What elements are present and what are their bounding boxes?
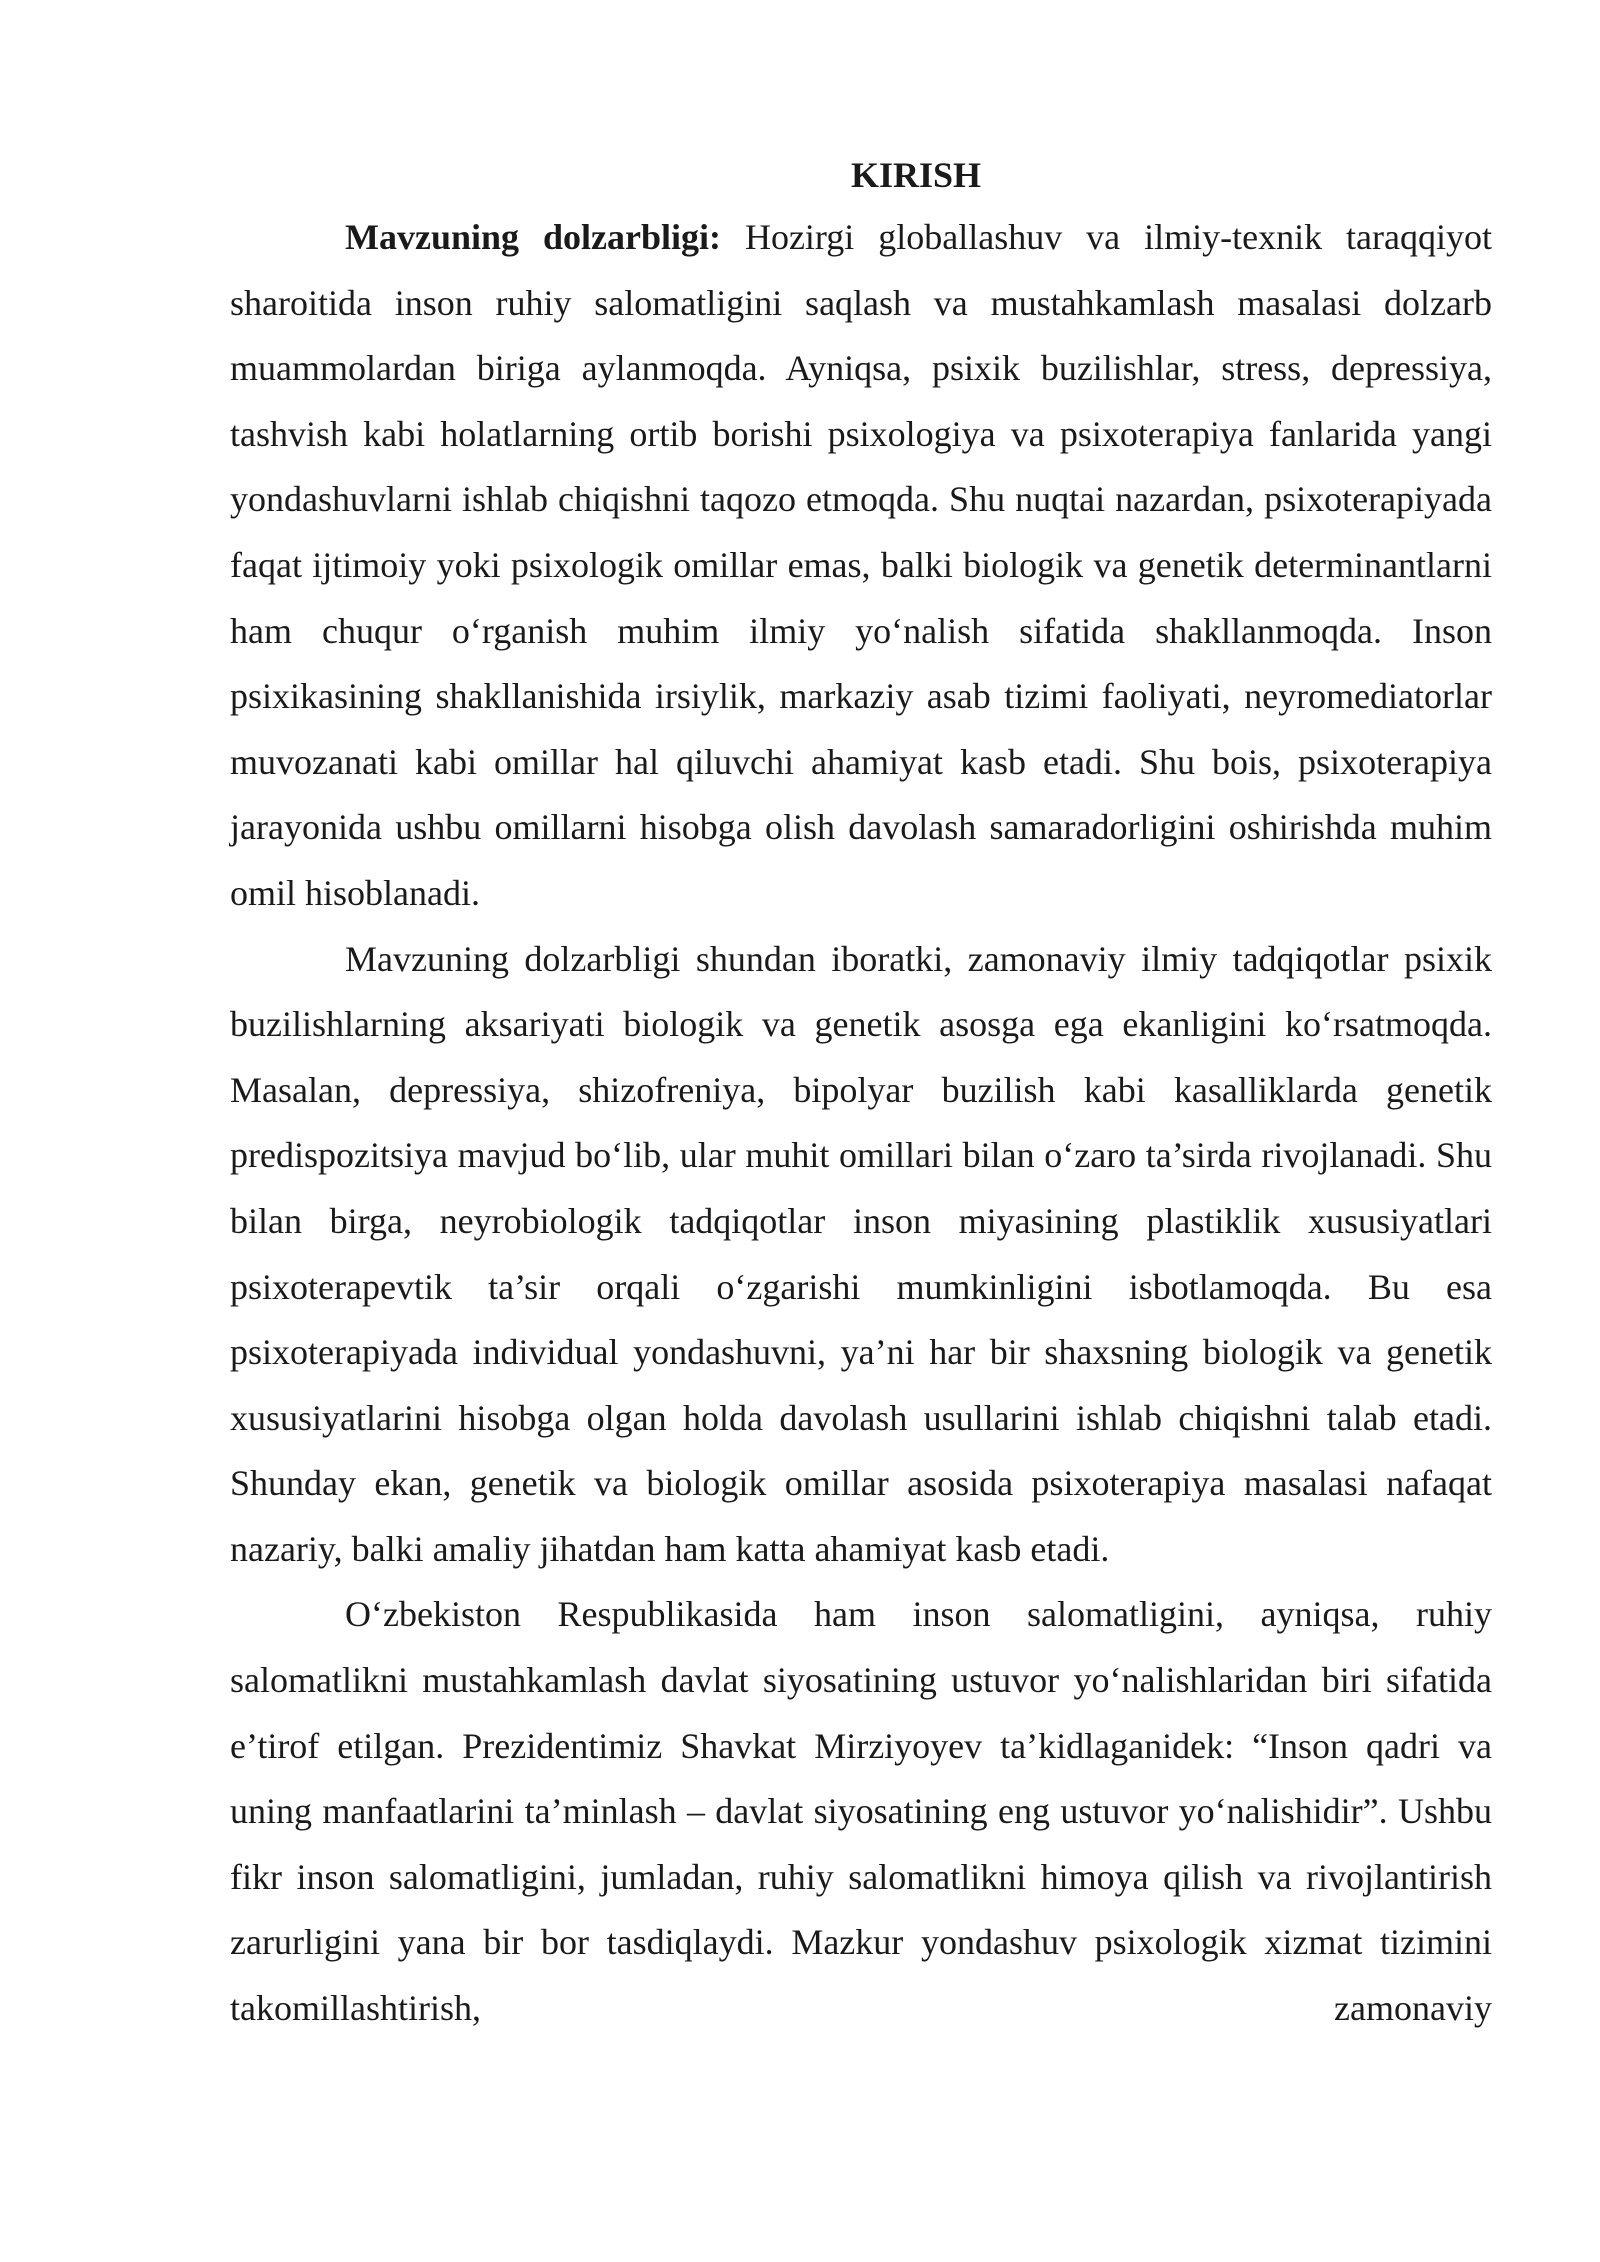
page-title: KIRISH — [850, 155, 982, 195]
document-page — [230, 145, 1492, 2042]
paragraph-text: Hozirgi globallashuv va ilmiy-texnik taraqqiyot sharoitida inson ruhiy salomatligini saqlash va mustahkamlash masalasi dolzarb muammolardan biriga aylanmoqda. Ayniqsa, psixik buzilishlar, stress, depressiya, tashvish kabi holatlarning ortib borishi psixologiya va psixoterapiya fanlarida yangi yondashuvlarni ishlab chiqishni taqozo etmoqda. Shu nuqtai nazardan, psixoterapiyada faqat ijtimoiy yoki psixologik omillar emas, balki biologik va genetik determinantlarni ham chuqur o‘rganish muhim ilmiy yo‘nalish sifatida shakllanmoqda. Inson psixikasining shakllanishida irsiylik, markaziy asab tizimi faoliyati, neyromediatorlar muvozanati kabi omillar hal qiluvchi ahamiyat kasb etadi. Shu bois, psixoterapiya jarayonida ushbu omillarni hisobga olish davolash samaradorligini oshirishda muhim omil hisoblanadi. — [230, 217, 1492, 913]
paragraph-lead: Mavzuning dolzarbligi: — [345, 217, 721, 257]
paragraph-2: Mavzuning dolzarbligi shundan iboratki, zamonaviy ilmiy tadqiqotlar psixik buzilishlarning aksariyati biologik va genetik asosga ega ekanligini ko‘rsatmoqda. Masalan, depressiya, shizofreniya, bipolyar buzilish kabi kasalliklarda genetik predispozitsiya mavjud bo‘lib, ular muhit omillari bilan o‘zaro ta’sirda rivojlanadi. Shu bilan birga, neyrobiologik tadqiqotlar inson miyasining plastiklik xususiyatlari psixoterapevtik ta’sir orqali o‘zgarishi mumkinligini isbotlamoqda. Bu esa psixoterapiyada individual yondashuvni, ya’ni har bir shaxsning biologik va genetik xususiyatlarini hisobga olgan holda davolash usullarini ishlab chiqishni talab etadi. Shunday ekan, genetik va biologik omillar asosida psixoterapiya masalasi nafaqat nazariy, balki amaliy jihatdan ham katta ahamiyat kasb etadi. — [230, 938, 1492, 1569]
paragraph-1 — [230, 205, 1492, 927]
paragraph-3: O‘zbekiston Respublikasida ham inson salomatligini, ayniqsa, ruhiy salomatlikni mustahkamlash davlat siyosatining ustuvor yo‘nalishlaridan biri sifatida e’tirof etilgan. Prezidentimiz Shavkat Mirziyoyev ta’kidlaganidek: “Inson qadri va uning manfaatlarini ta’minlash – davlat siyosatining eng ustuvor yo‘nalishidir”. Ushbu fikr inson salomatligini, jumladan, ruhiy salomatlikni himoya qilish va rivojlantirish zarurligini yana bir bor tasdiqlaydi. Mazkur yondashuv psixologik xizmat tizimini takomillashtirish, zamonaviy — [230, 1594, 1492, 2029]
